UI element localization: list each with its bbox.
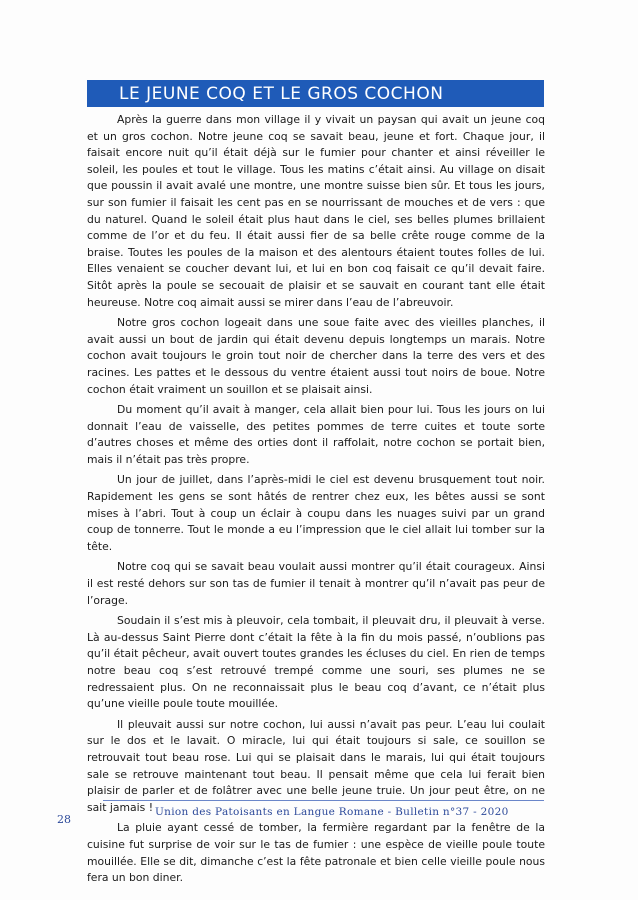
article-title: LE JEUNE COQ ET LE GROS COCHON bbox=[87, 80, 544, 107]
paragraph: La pluie ayant cessé de tomber, la fermière regardant par la fenêtre de la cuisine fut surprise de voir sur le tas de fumier : une espèce de vieille poule toute mouillée. Elle se dit, dimanche c’est la fête patronale et bien celle vieille poule nous fera un bon diner. bbox=[87, 821, 545, 885]
paragraph: Il pleuvait aussi sur notre cochon, lui aussi n’avait pas peur. L’eau lui coulait sur le dos et le lavait. O miracle, lui qui était toujours si sale, ce souillon se retrouvait tout beau rose. Lui qui se plaisait dans le marais, lui qui était toujours sale se retrouve maintenant tout beau. Il pensait même que cela lui ferait bien plaisir de parler et de folâtrer avec une belle jeune truie. Un jour peut être, on ne sait jamais ! bbox=[87, 717, 545, 814]
footer-publication: Union des Patoisants en Langue Romane - Bulletin n°37 - 2020 bbox=[155, 806, 509, 818]
article-body bbox=[87, 112, 545, 891]
paragraph: Notre coq qui se savait beau voulait aussi montrer qu’il était courageux. Ainsi il est resté dehors sur son tas de fumier il tenait à montrer qu’il n’avait pas peur de l’orage. bbox=[87, 560, 545, 607]
paragraph: Soudain il s’est mis à pleuvoir, cela tombait, il pleuvait dru, il pleuvait à verse. Là au-dessus Saint Pierre dont c’était la fête à la fin du mois passé, n’oublions pas qu’il était pêcheur, avait ouvert toutes grandes les écluses du ciel. En rien de temps notre beau coq s’est retrouvé trempé comme une souri, ses plumes ne se redressaient plus. On ne reconnaissait plus le beau coq d’avant, ce n’était plus qu’une vieille poule toute mouillée. bbox=[87, 614, 545, 711]
footer-divider bbox=[103, 800, 544, 801]
paragraph: Notre gros cochon logeait dans une soue faite avec des vieilles planches, il avait aussi un bout de jardin qui était devenu depuis longtemps un marais. Notre cochon avait toujours le groin tout noir de chercher dans la terre des vers et des racines. Les pattes et le dessous du ventre étaient aussi tout noirs de boue. Notre cochon était vraiment un souillon et se plaisait ainsi. bbox=[87, 316, 545, 396]
paragraph: Un jour de juillet, dans l’après-midi le ciel est devenu brusquement tout noir. Rapidement les gens se sont hâtés de rentrer chez eux, les bêtes aussi se sont mises à l’abri. Tout à coup un éclair à coupu dans les nuages suivi par un grand coup de tonnerre. Tout le monde a eu l’impression que le ciel allait lui tomber sur la tête. bbox=[87, 473, 545, 553]
paragraph: Du moment qu’il avait à manger, cela allait bien pour lui. Tous les jours on lui donnait l’eau de vaisselle, des petites pommes de terre cuites et toute sorte d’autres choses et même des orties dont il raffolait, notre cochon se portait bien, mais il n’était pas très propre. bbox=[87, 403, 545, 466]
paragraph: Après la guerre dans mon village il y vivait un paysan qui avait un jeune coq et un gros cochon. Notre jeune coq se savait beau, jeune et fort. Chaque jour, il faisait encore nuit qu’il était déjà sur le fumier pour chanter et ainsi réveiller le soleil, les poules et tout le village. Tous les matins c’était ainsi. Au village on disait que poussin il avait avalé une montre, une montre suisse bien sûr. Et tous les jours, sur son fumier il faisait les cent pas en se nourrissant de mouches et de vers : que du naturel. Quand le soleil était plus haut dans le ciel, ses belles plumes brillaient comme de l’or et du feu. Il était aussi fier de sa belle crête rouge comme de la braise. Toutes les poules de la maison et des alentours étaient toutes folles de lui. Elles venaient se coucher devant lui, et lui en bon coq faisait ce qu’il devait faire. Sitôt après la poule se secouait de plaisir et se sauvait en courant tant elle était heureuse. Notre coq aimait aussi se mirer dans l’eau de l’abreuvoir. bbox=[87, 113, 545, 309]
page-number: 28 bbox=[57, 813, 71, 826]
